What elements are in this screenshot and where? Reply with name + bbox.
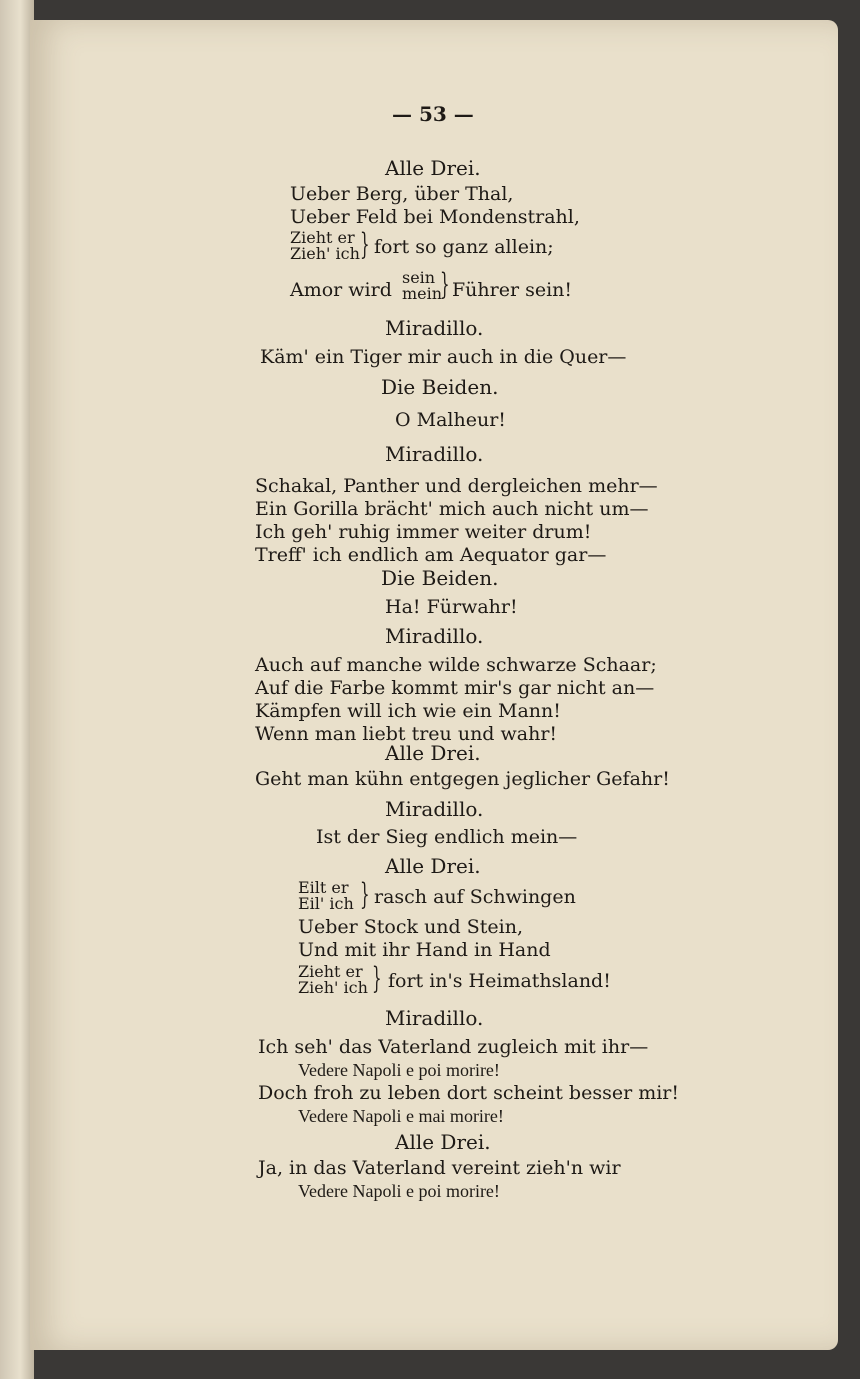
speaker-miradillo: Miradillo. bbox=[385, 442, 484, 466]
verse-line: Ja, in das Vaterland vereint zieh'n wir bbox=[258, 1157, 621, 1179]
verse-line: fort in's Heimathsland! bbox=[388, 970, 611, 992]
alternative-word: mein bbox=[402, 284, 443, 303]
verse-line: Wenn man liebt treu und wahr! bbox=[255, 723, 558, 745]
verse-line: Ein Gorilla brächt' mich auch nicht um— bbox=[255, 498, 649, 520]
speaker-miradillo: Miradillo. bbox=[385, 316, 484, 340]
verse-line: Ueber Feld bei Mondenstrahl, bbox=[290, 206, 580, 228]
verse-line-italian: Vedere Napoli e poi morire! bbox=[298, 1060, 500, 1080]
verse-line: Ueber Berg, über Thal, bbox=[290, 183, 514, 205]
verse-line: Führer sein! bbox=[452, 279, 573, 301]
verse-line: Ist der Sieg endlich mein— bbox=[316, 826, 578, 848]
alternative-line: Zieht er bbox=[298, 962, 363, 981]
speaker-miradillo: Miradillo. bbox=[385, 1006, 484, 1030]
verse-line: Amor wird bbox=[290, 279, 392, 301]
alternative-line: Zieh' ich bbox=[298, 978, 368, 997]
speaker-miradillo: Miradillo. bbox=[385, 797, 484, 821]
speaker-alle-drei: Alle Drei. bbox=[395, 1130, 491, 1154]
brace-symbol: } bbox=[440, 267, 450, 302]
verse-line: Auch auf manche wilde schwarze Schaar; bbox=[255, 654, 657, 676]
verse-line: Auf die Farbe kommt mir's gar nicht an— bbox=[255, 677, 655, 699]
brace-symbol: } bbox=[372, 961, 382, 996]
verse-line: Und mit ihr Hand in Hand bbox=[298, 939, 551, 961]
page-number: — 53 — bbox=[392, 102, 474, 126]
alternative-line: Zieht er bbox=[290, 228, 355, 247]
verse-line: Ich geh' ruhig immer weiter drum! bbox=[255, 521, 592, 543]
verse-line: Doch froh zu leben dort scheint besser mir! bbox=[258, 1082, 680, 1104]
verse-line: Schakal, Panther und dergleichen mehr— bbox=[255, 475, 658, 497]
verse-line: rasch auf Schwingen bbox=[374, 886, 576, 908]
speaker-miradillo: Miradillo. bbox=[385, 624, 484, 648]
verse-line: Treff' ich endlich am Aequator gar— bbox=[255, 544, 607, 566]
brace-symbol: } bbox=[360, 877, 370, 912]
alternative-line: Zieh' ich bbox=[290, 244, 360, 263]
speaker-die-beiden: Die Beiden. bbox=[381, 566, 499, 590]
verse-line: Ha! Fürwahr! bbox=[385, 596, 518, 618]
verse-line: Käm' ein Tiger mir auch in die Quer— bbox=[260, 346, 627, 368]
verse-line: O Malheur! bbox=[395, 409, 506, 431]
adjacent-page-edge bbox=[0, 0, 34, 1379]
verse-line: Ueber Stock und Stein, bbox=[298, 916, 523, 938]
verse-line: fort so ganz allein; bbox=[374, 236, 554, 258]
speaker-alle-drei: Alle Drei. bbox=[385, 854, 481, 878]
verse-line-italian: Vedere Napoli e mai morire! bbox=[298, 1106, 504, 1126]
alternative-line: Eil' ich bbox=[298, 894, 354, 913]
alternative-word: sein bbox=[402, 268, 436, 287]
verse-line-italian: Vedere Napoli e poi morire! bbox=[298, 1181, 500, 1201]
alternative-line: Eilt er bbox=[298, 878, 349, 897]
speaker-alle-drei: Alle Drei. bbox=[385, 156, 481, 180]
speaker-die-beiden: Die Beiden. bbox=[381, 375, 499, 399]
verse-line: Geht man kühn entgegen jeglicher Gefahr! bbox=[255, 768, 670, 790]
brace-symbol: } bbox=[360, 227, 370, 262]
speaker-alle-drei: Alle Drei. bbox=[385, 741, 481, 765]
verse-line: Kämpfen will ich wie ein Mann! bbox=[255, 700, 561, 722]
verse-line: Ich seh' das Vaterland zugleich mit ihr— bbox=[258, 1036, 649, 1058]
